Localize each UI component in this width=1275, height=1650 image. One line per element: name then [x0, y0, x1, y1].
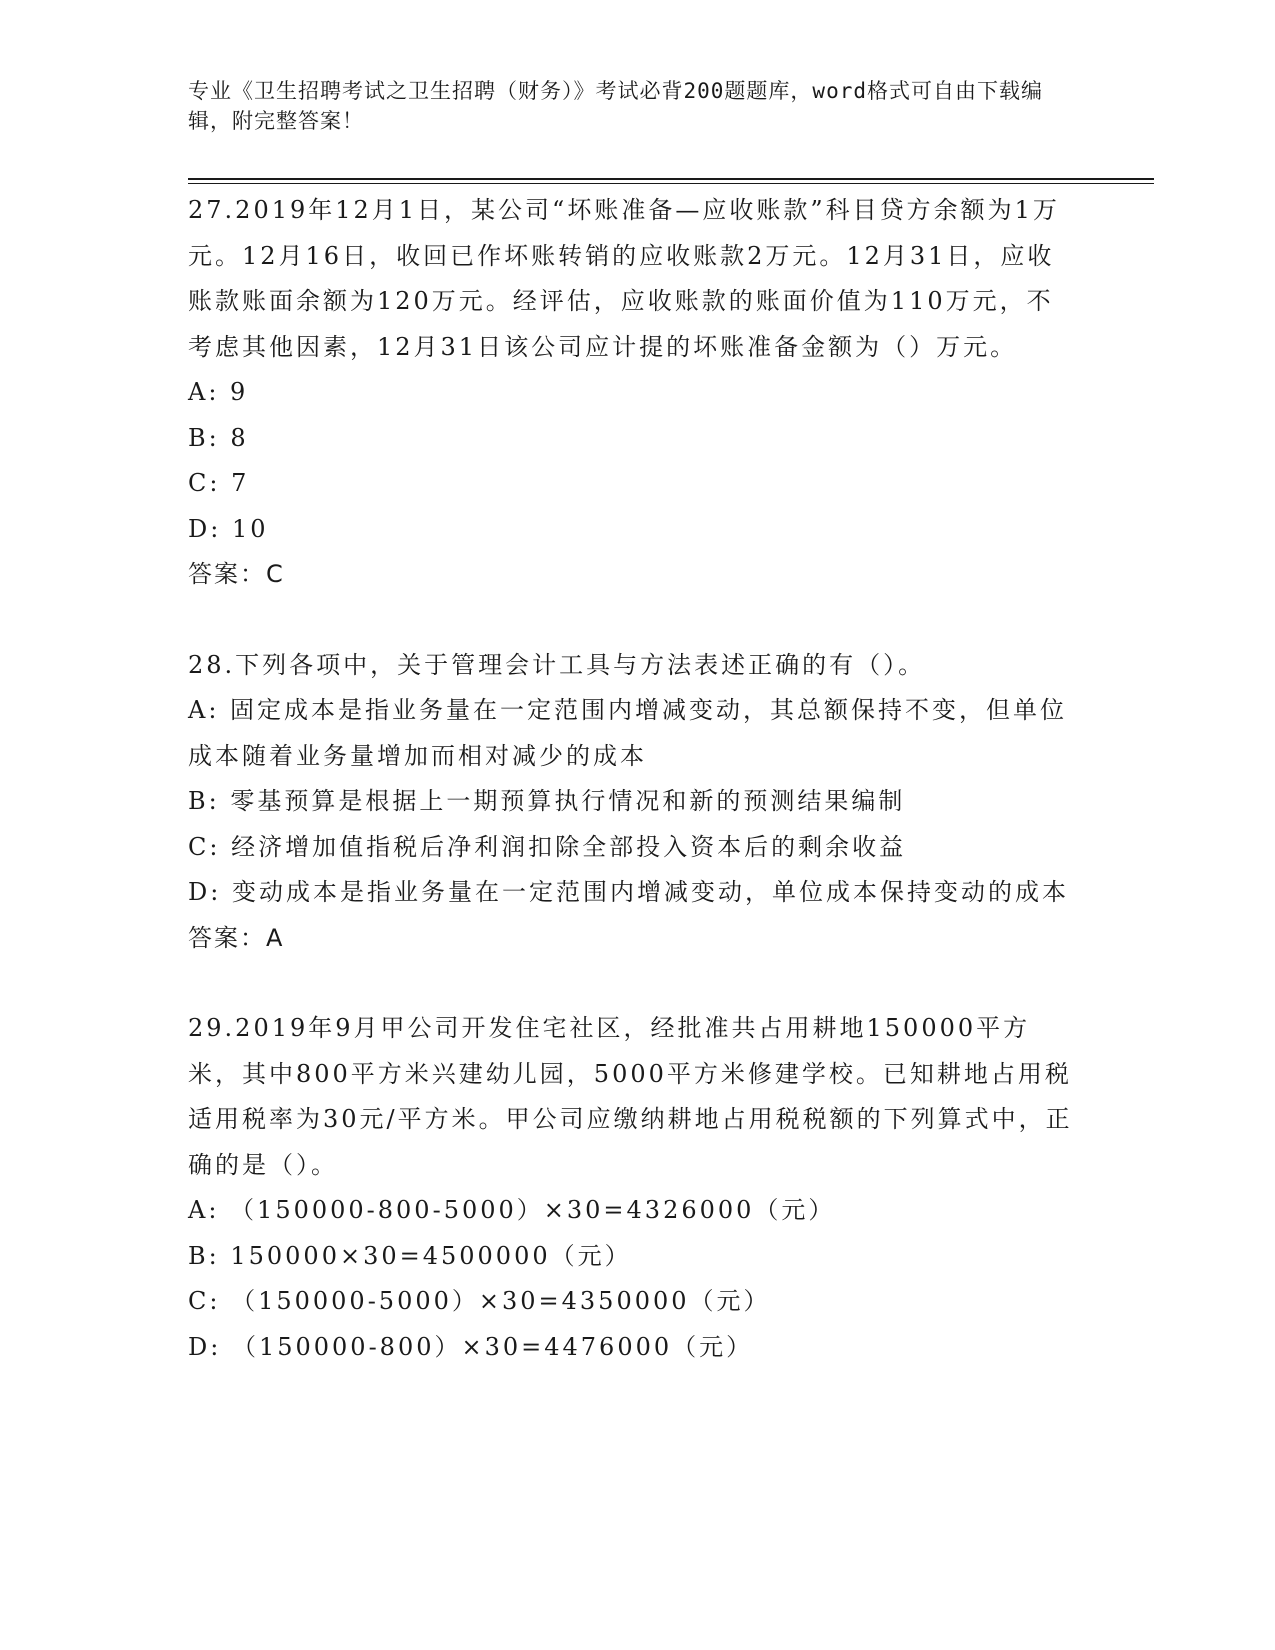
- question-spacer: [188, 961, 1078, 1006]
- option-d: D: （150000-800）×30=4476000（元）: [188, 1332, 754, 1361]
- answer-line: 答案：A: [188, 923, 285, 952]
- document-header: 专业《卫生招聘考试之卫生招聘（财务）》考试必背200题题库，word格式可自由下载编辑，附完整答案！: [188, 79, 1043, 133]
- option-d: D: 10: [188, 514, 269, 543]
- question-list: [188, 188, 1078, 1370]
- question-27: [188, 188, 1078, 598]
- option-a: A: （150000-800-5000）×30=4326000（元）: [188, 1196, 836, 1224]
- option-b: B: 8: [188, 423, 249, 452]
- question-28: [188, 643, 1078, 962]
- option-c: C: 7: [188, 469, 250, 497]
- question-stem: 28.下列各项中，关于管理会计工具与方法表述正确的有（）。: [188, 650, 926, 679]
- question-29: [188, 1006, 1078, 1370]
- question-stem: 27.2019年12月1日，某公司“坏账准备—应收账款”科目贷方余额为1万元。12月16日，收回已作坏账转销的应收账款2万元。12月31日，应收账款账面余额为120万元。经评估，应收账款的账面价值为110万元，不考虑其他因素，12月31日该公司应计提的坏账准备金额为（）万元。: [188, 196, 1060, 361]
- option-a: A: 固定成本是指业务量在一定范围内增减变动，其总额保持不变，但单位成本随着业务量增加而相对减少的成本: [188, 696, 1068, 770]
- option-b: B: 零基预算是根据上一期预算执行情况和新的预测结果编制: [188, 787, 906, 815]
- option-d: D: 变动成本是指业务量在一定范围内增减变动，单位成本保持变动的成本: [188, 878, 1069, 906]
- answer-line: 答案：C: [188, 560, 285, 588]
- question-spacer: [188, 598, 1078, 643]
- question-stem: 29.2019年9月甲公司开发住宅社区，经批准共占用耕地150000平方米，其中800平方米兴建幼儿园，5000平方米修建学校。已知耕地占用税适用税率为30元/平方米。甲公司应缴纳耕地占用税税额的下列算式中，正确的是（）。: [188, 1014, 1073, 1179]
- header-divider-thick: [188, 178, 1154, 180]
- option-a: A: 9: [188, 378, 249, 406]
- option-c: C: 经济增加值指税后净利润扣除全部投入资本后的剩余收益: [188, 832, 907, 861]
- header-divider-thin: [188, 183, 1154, 184]
- option-c: C: （150000-5000）×30=4350000（元）: [188, 1287, 771, 1315]
- option-b: B: 150000×30=4500000（元）: [188, 1241, 632, 1270]
